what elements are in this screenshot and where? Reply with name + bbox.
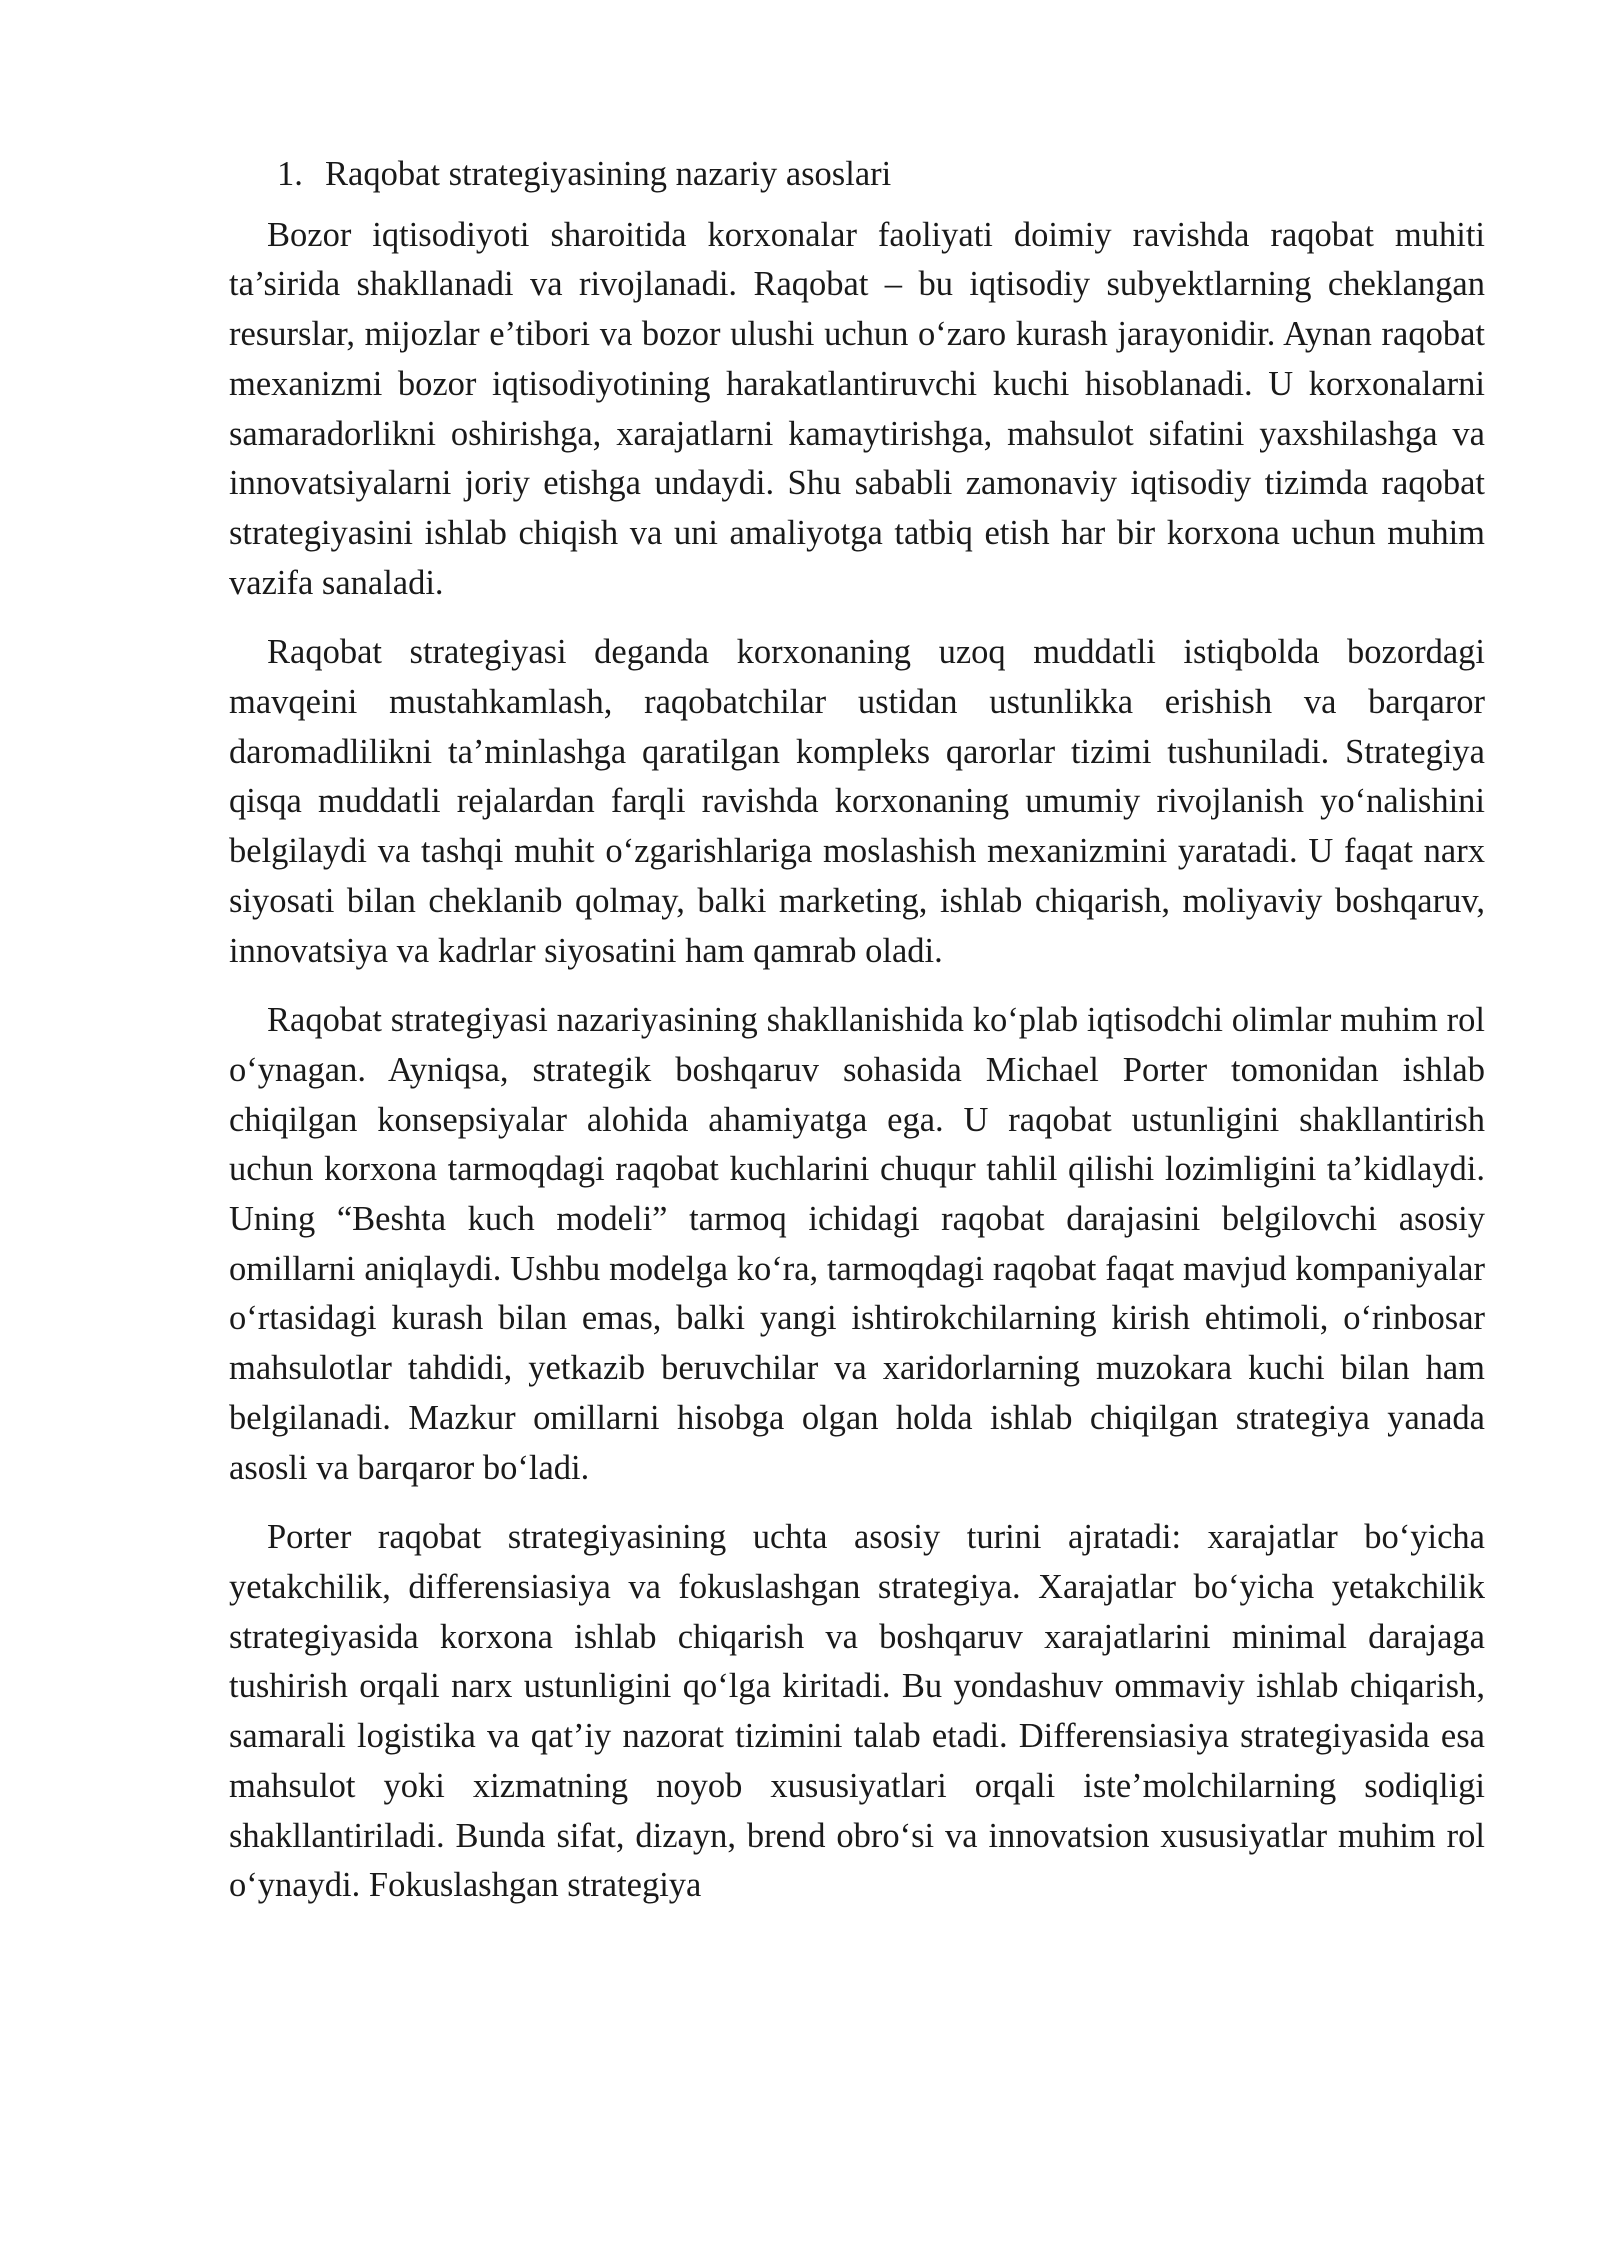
paragraph-4: Porter raqobat strategiyasining uchta asosiy turini ajratadi: xarajatlar bo‘yicha yetakchilik, differensiasiya va fokuslashgan strategiya. Xarajatlar bo‘yicha yetakchilik strategiyasida korxona ishlab chiqarish va boshqaruv xarajatlarini minimal darajaga tushirish orqali narx ustunligini qo‘lga kiritadi. Bu yondashuv ommaviy ishlab chiqarish, samarali logistika va qat’iy nazorat tizimini talab etadi. Differensiasiya strategiyasida esa mahsulot yoki xizmatning noyob xususiyatlari orqali iste’molchilarning sodiqligi shakllantiriladi. Bunda sifat, dizayn, brend obro‘si va innovatsion xususiyatlar muhim rol o‘ynaydi. Fokuslashgan strategiya (229, 1518, 1485, 1905)
section-title: Raqobat strategiyasining nazariy asoslari (325, 155, 892, 193)
paragraph-1: Bozor iqtisodiyoti sharoitida korxonalar faoliyati doimiy ravishda raqobat muhiti ta’sirida shakllanadi va rivojlanadi. Raqobat – bu iqtisodiy subyektlarning cheklangan resurslar, mijozlar e’tibori va bozor ulushi uchun o‘zaro kurash jarayonidir. Aynan raqobat mexanizmi bozor iqtisodiyotining harakatlantiruvchi kuchi hisoblanadi. U korxonalarni samaradorlikni oshirishga, xarajatlarni kamaytirishga, mahsulot sifatini yaxshilashga va innovatsiyalarni joriy etishga undaydi. Shu sababli zamonaviy iqtisodiy tizimda raqobat strategiyasini ishlab chiqish va uni amaliyotga tatbiq etish har bir korxona uchun muhim vazifa sanaladi. (229, 215, 1485, 602)
document-body (229, 150, 1485, 1931)
section-heading (229, 150, 1485, 200)
section-number: 1. (277, 155, 303, 193)
paragraph-2: Raqobat strategiyasi deganda korxonaning uzoq muddatli istiqbolda bozordagi mavqeini mustahkamlash, raqobatchilar ustidan ustunlikka erishish va barqaror daromadlilikni ta’minlashga qaratilgan kompleks qarorlar tizimi tushuniladi. Strategiya qisqa muddatli rejalardan farqli ravishda korxonaning umumiy rivojlanish yo‘nalishini belgilaydi va tashqi muhit o‘zgarishlariga moslashish mexanizmini yaratadi. U faqat narx siyosati bilan cheklanib qolmay, balki marketing, ishlab chiqarish, moliyaviy boshqaruv, innovatsiya va kadrlar siyosatini ham qamrab oladi. (229, 633, 1485, 970)
paragraph-3: Raqobat strategiyasi nazariyasining shakllanishida ko‘plab iqtisodchi olimlar muhim rol o‘ynagan. Ayniqsa, strategik boshqaruv sohasida Michael Porter tomonidan ishlab chiqilgan konsepsiyalar alohida ahamiyatga ega. U raqobat ustunligini shakllantirish uchun korxona tarmoqdagi raqobat kuchlarini chuqur tahlil qilishi lozimligini ta’kidlaydi. Uning “Beshta kuch modeli” tarmoq ichidagi raqobat darajasini belgilovchi asosiy omillarni aniqlaydi. Ushbu modelga ko‘ra, tarmoqdagi raqobat faqat mavjud kompaniyalar o‘rtasidagi kurash bilan emas, balki yangi ishtirokchilarning kirish ehtimoli, o‘rinbosar mahsulotlar tahdidi, yetkazib beruvchilar va xaridorlarning muzokara kuchi bilan ham belgilanadi. Mazkur omillarni hisobga olgan holda ishlab chiqilgan strategiya yanada asosli va barqaror bo‘ladi. (229, 1001, 1485, 1487)
